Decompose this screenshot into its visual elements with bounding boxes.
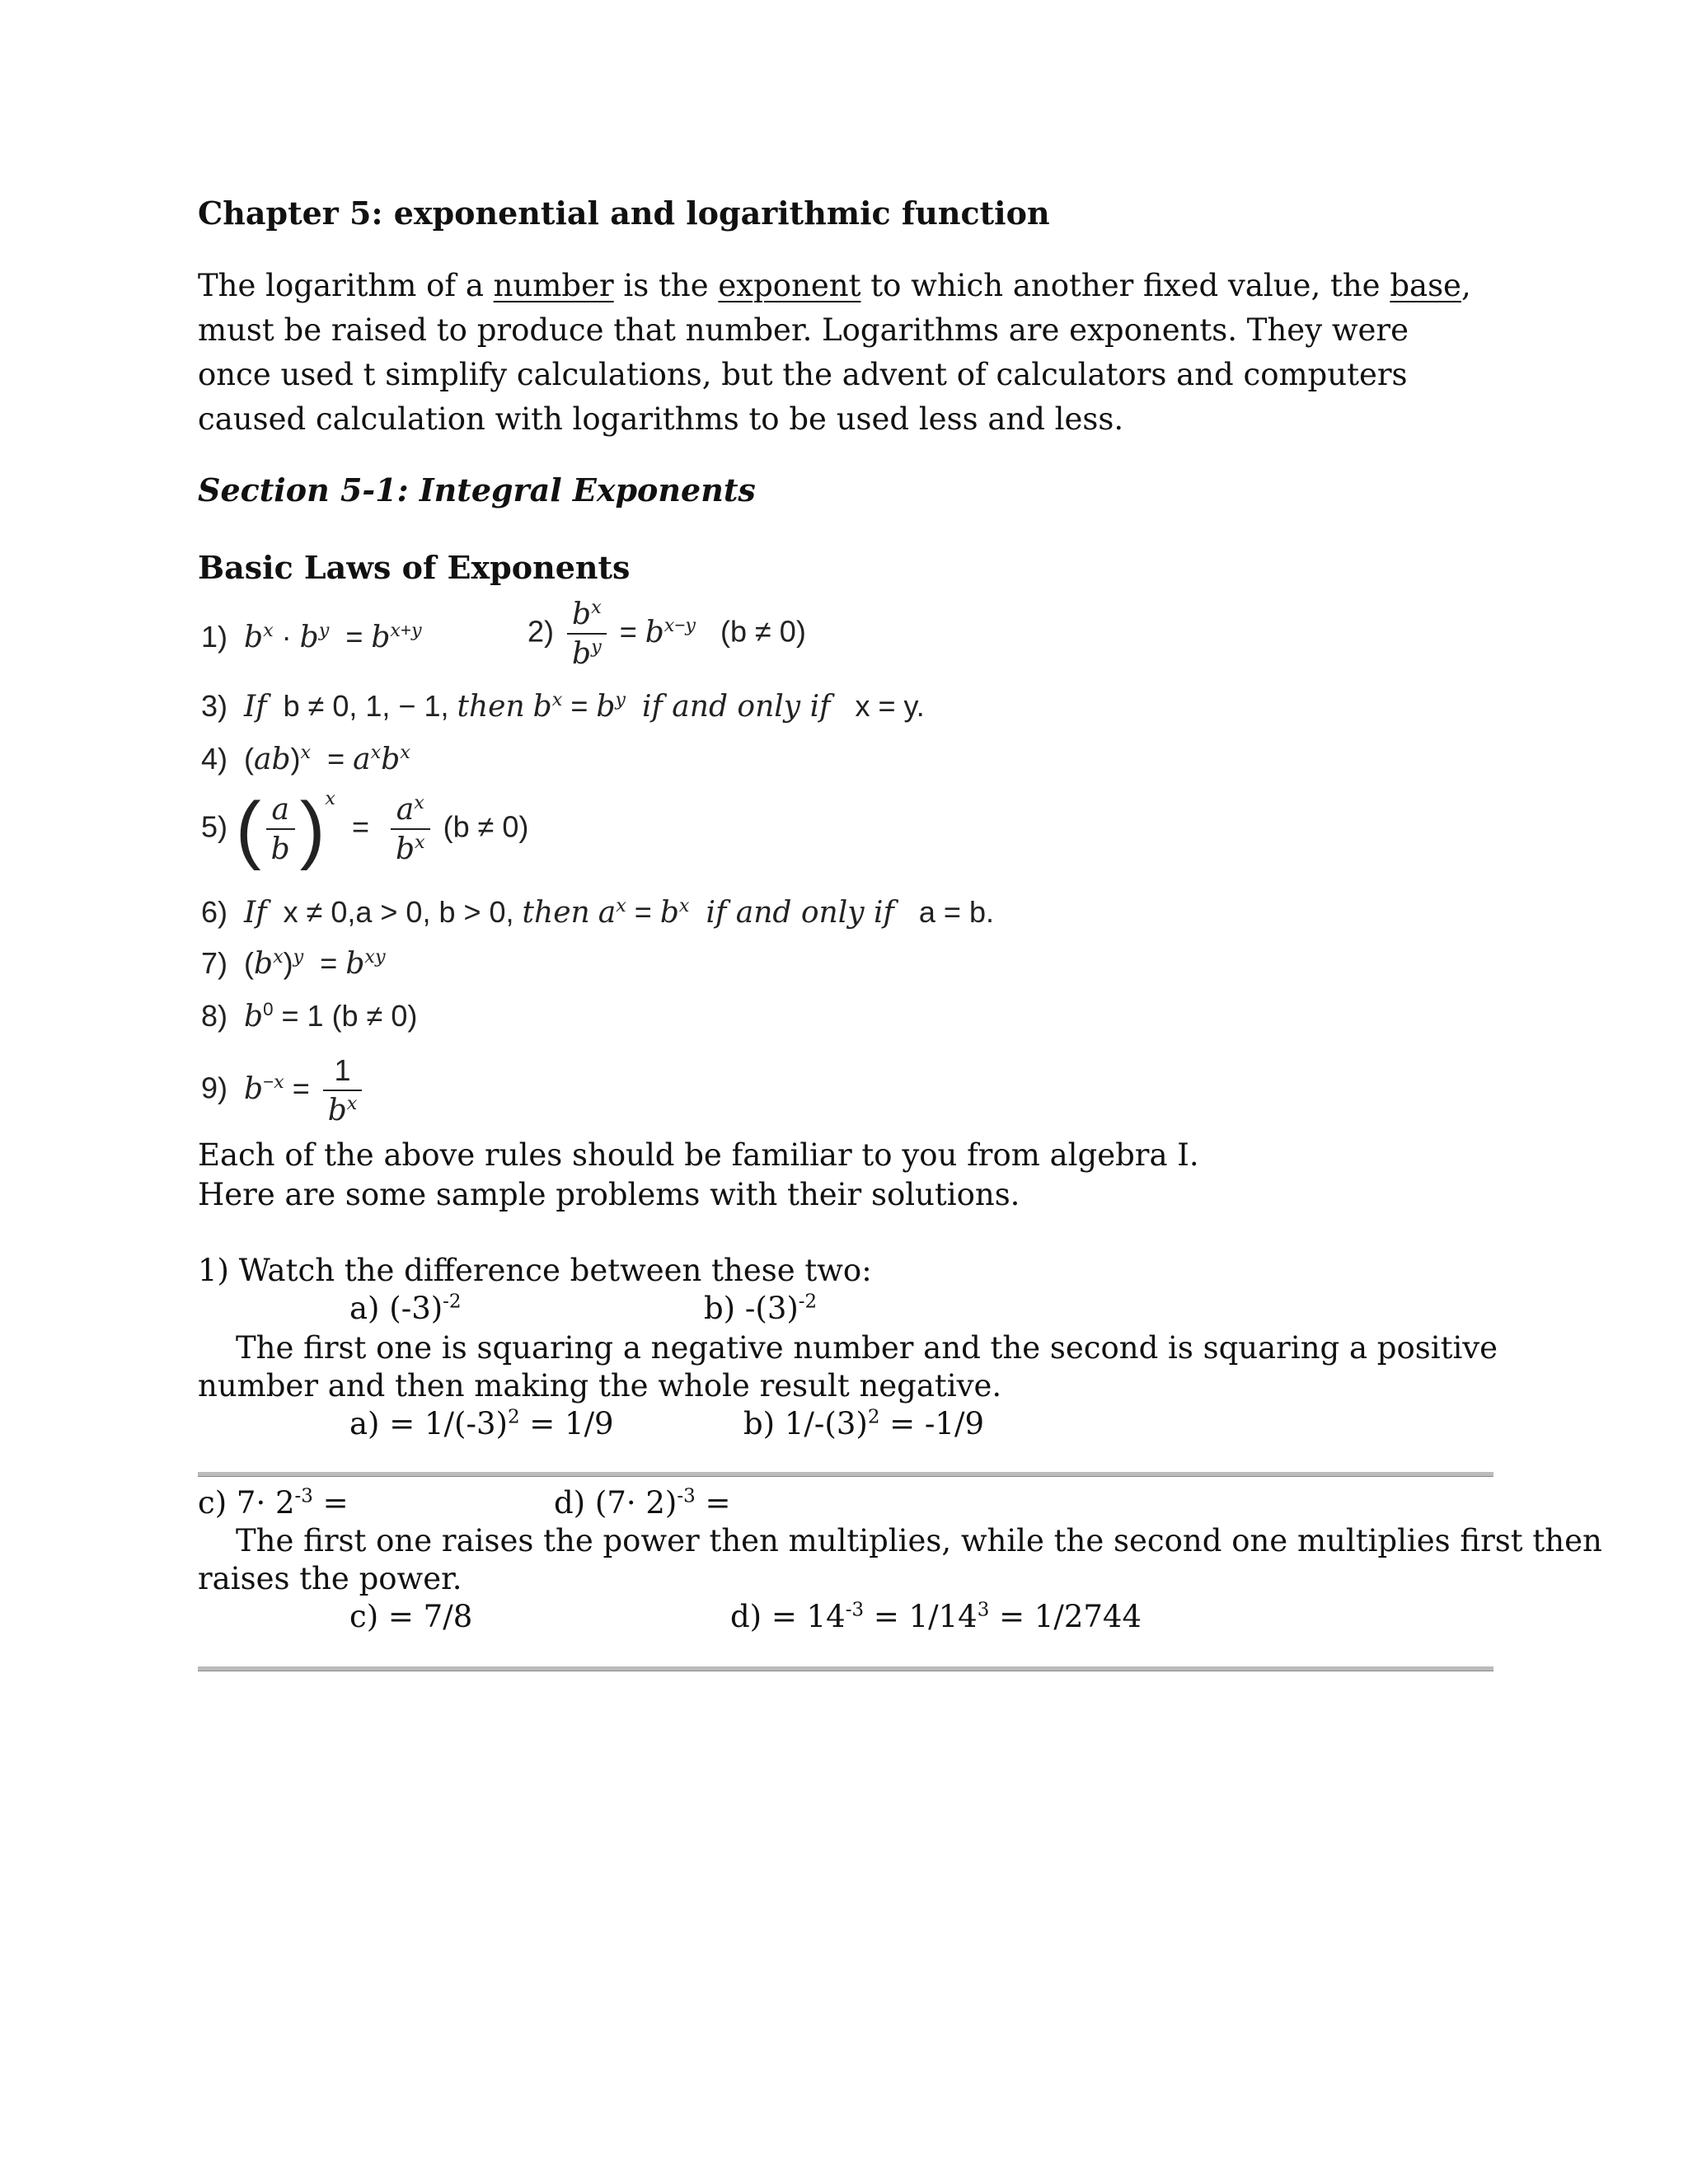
law-9-number: 9)	[201, 1071, 228, 1105]
law-2	[528, 597, 806, 671]
basic-laws-title: Basic Laws of Exponents	[198, 549, 631, 586]
divider-1	[198, 1472, 1493, 1477]
problem-1b-solution: b) $1/-(3)^2 = -1/9$	[743, 1406, 984, 1441]
law-6-values: x ≠ 0,a > 0, b > 0,	[283, 895, 514, 929]
law-3-formula: $b^x = b^y$	[532, 689, 626, 724]
law-3	[201, 689, 925, 724]
law-8-number: 8)	[201, 999, 228, 1033]
law-7-formula: $(b^x)^y = b^{xy}$	[244, 946, 386, 981]
law-5: 5) ( $\frac{a}{b}$ )$^x$ = $\frac{a^x}{b^x}$ (b ≠ 0)	[201, 787, 529, 871]
law-5-number: 5)	[201, 809, 228, 844]
law-9	[201, 1053, 367, 1127]
term-number: number	[493, 268, 614, 303]
problem-1-explanation-line2: number and then making the whole result negative.	[198, 1368, 1002, 1404]
problem-2c: c) $7\cdot 2^{-3}$ =	[198, 1485, 349, 1521]
intro-text-1: The logarithm of a	[198, 268, 494, 303]
law-6	[201, 895, 994, 930]
problem-2d-solution: $d) = 14^{-3} = 1/14^3 = 1/2744$	[730, 1599, 1142, 1634]
problem-2c-solution: c) = 7/8	[349, 1599, 473, 1634]
intro-text-3: to which another fixed value, the	[860, 268, 1390, 303]
law-3-values: b ≠ 0, 1, − 1,	[283, 689, 449, 723]
law-2-result: = $b^{x-y}$	[619, 614, 696, 649]
law-5-condition: (b ≠ 0)	[443, 809, 529, 844]
law-4-number: 4)	[201, 742, 228, 776]
intro-text-2: is the	[613, 268, 719, 303]
intro-text-4: , must be raised to produce that number. Logarithms are exponents. They were once used t simplify calculations, but the advent of calculators and computers caused calculation with logarithms to be used less and less.	[198, 268, 1471, 437]
problem-2-explanation-line1: The first one raises the power then multiplies, while the second one multiplies first then	[236, 1523, 1602, 1558]
left-paren: (	[236, 787, 261, 871]
law-9-lhs: $b^{-x}$ =	[244, 1071, 310, 1106]
sample-note: Here are some sample problems with their solutions.	[198, 1177, 1020, 1212]
law-8	[201, 999, 417, 1033]
problem-1a: a) $(-3)^{-2}$	[349, 1291, 462, 1326]
law-6-iff: if and only if	[706, 896, 894, 930]
law-4	[201, 742, 410, 776]
chapter-title: Chapter 5: exponential and logarithmic function	[198, 194, 1050, 232]
law-2-condition: (b ≠ 0)	[720, 614, 806, 649]
divider-2	[198, 1666, 1493, 1671]
law-8-formula: $b^0$	[244, 999, 274, 1033]
law-6-formula: $a^x = b^x$	[598, 895, 690, 930]
law-6-if: If	[244, 896, 267, 930]
problem-1-explanation-line1: The first one is squaring a negative number and the second is squaring a positive	[236, 1330, 1498, 1366]
law-4-formula: $(ab)^x = a^xb^x$	[244, 742, 410, 776]
law-2-number: 2)	[528, 614, 555, 649]
law-3-end: x = y.	[855, 689, 925, 723]
problem-2-explanation-line2: raises the power.	[198, 1561, 462, 1596]
problem-1a-solution: $a) = 1/(-3)^2 = 1/9$	[349, 1406, 614, 1441]
familiar-note: Each of the above rules should be familiar to you from algebra I.	[198, 1137, 1199, 1173]
law-3-if: If	[244, 690, 267, 724]
law-6-number: 6)	[201, 895, 228, 929]
problem-1-heading: 1) Watch the difference between these two:	[198, 1253, 872, 1288]
law-7	[201, 946, 386, 981]
section-title: Section 5-1: Integral Exponents	[198, 471, 756, 509]
law-5-inner-fraction: $\frac{a}{b}$	[266, 792, 295, 866]
problem-1b: b) $-(3)^{-2}$	[704, 1291, 818, 1326]
law-1-formula: $b^x \cdot b^y = b^{x+y}$	[244, 620, 422, 654]
law-8-rest: = 1 (b ≠ 0)	[281, 999, 418, 1033]
right-paren: )	[299, 787, 326, 871]
law-6-end: a = b.	[918, 895, 994, 929]
problem-2d: d) $(7\cdot 2)^{-3}$ =	[554, 1485, 731, 1521]
term-exponent: exponent	[718, 268, 861, 303]
term-base: base	[1390, 268, 1461, 303]
law-9-fraction: $\frac{1}{b^x}$	[323, 1053, 363, 1127]
law-3-iff: if and only if	[642, 690, 831, 724]
law-1	[201, 620, 422, 654]
law-3-then: then	[457, 690, 525, 724]
law-7-number: 7)	[201, 946, 228, 980]
law-3-number: 3)	[201, 689, 228, 723]
law-5-result-fraction: $\frac{a^x}{b^x}$	[391, 792, 430, 866]
law-2-fraction: $\frac{b^x}{b^y}$	[567, 597, 607, 671]
intro-paragraph	[198, 264, 1484, 442]
law-1-number: 1)	[201, 620, 228, 654]
law-6-then: then	[522, 896, 590, 930]
